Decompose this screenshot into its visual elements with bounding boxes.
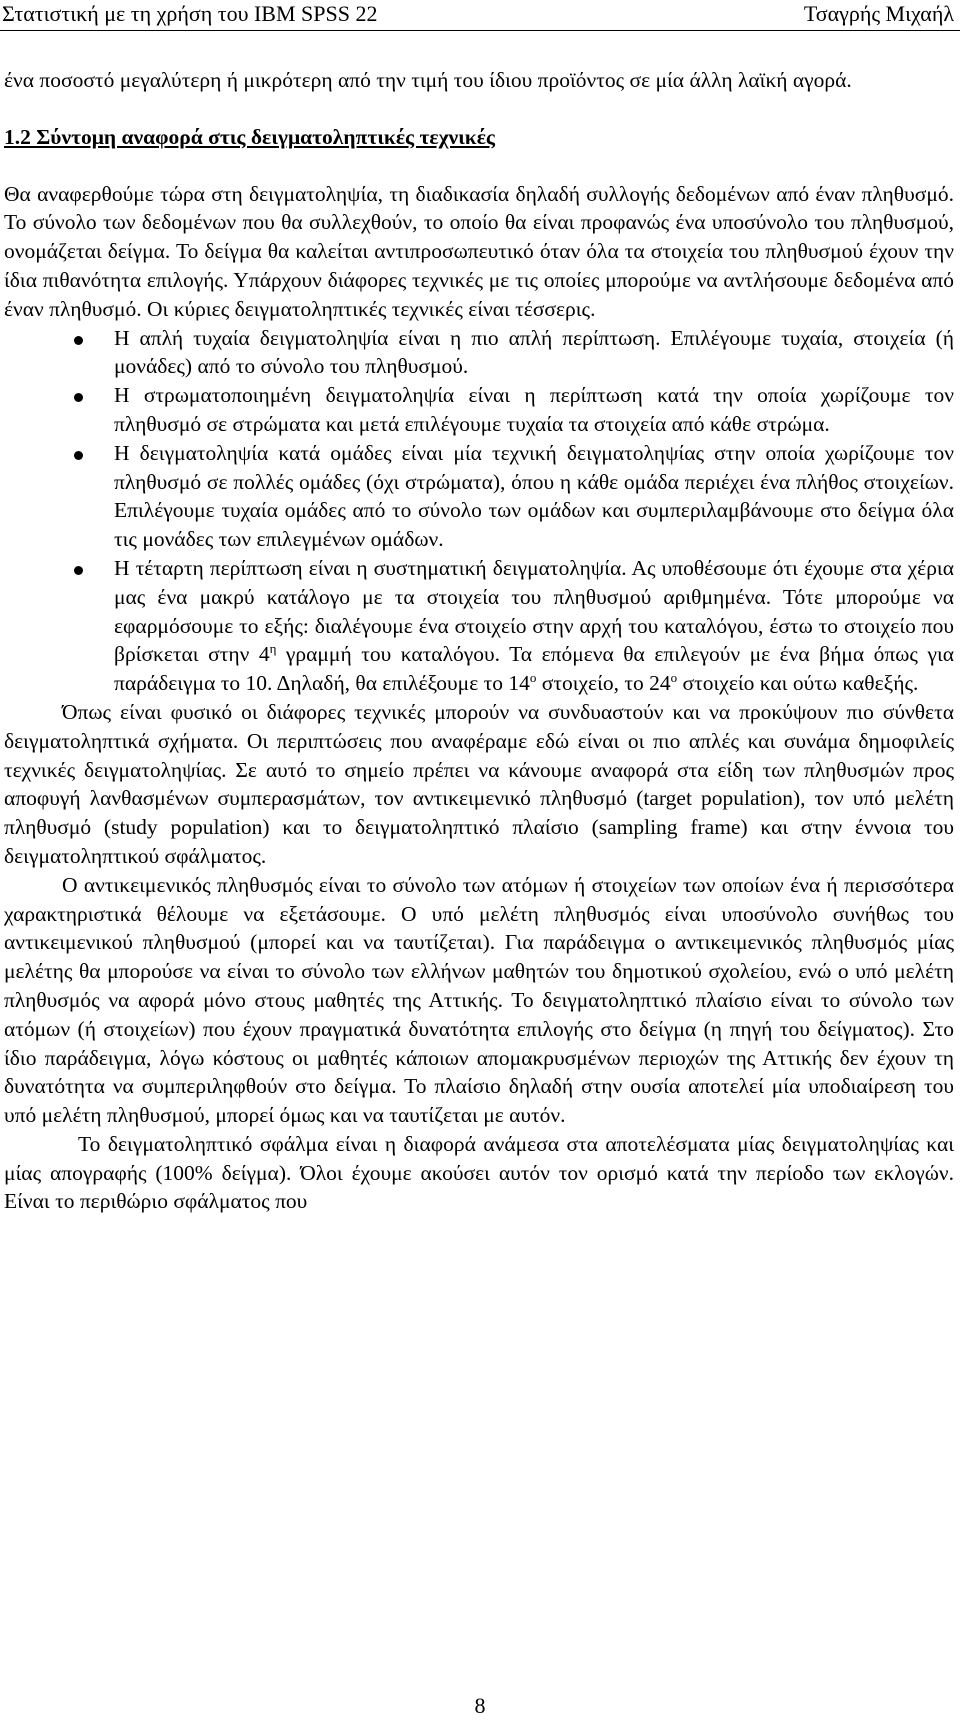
page-number: 8	[474, 1693, 486, 1718]
header-rule	[0, 30, 960, 31]
target-population-paragraph: Ο αντικειμενικός πληθυσμός είναι το σύνολο των ατόμων ή στοιχείων των οποίων ένα ή περισσότερα χαρακτηριστικά θέλουμε να εξετάσουμε. Ο υπό μελέτη πληθυσμός είναι υποσύνολο συνήθως του αντικειμενικού πληθυσμού (μπορεί και να ταυτίζεται). Για παράδειγμα ο αντικειμενικός πληθυσμός μίας μελέτης θα μπορούσε να είναι το σύνολο των ελλήνων μαθητών του δημοτικού σχολείου, ενώ ο υπό μελέτη πληθυσμός να αφορά μόνο στους μαθητές της Αττικής. Το δειγματοληπτικό πλαίσιο είναι το σύνολο των ατόμων (ή στοιχείων) που έχουν πραγματικά δυνατότητα επιλογής στο δείγμα (η πηγή του δείγματος). Στο ίδιο παράδειγμα, λόγω κόστους οι μαθητές κάποιων απομακρυσμένων περιοχών της Αττικής δεν έχουν τη δυνατότητα να συμπεριληφθούν στο δείγμα. Το πλαίσιο δηλαδή στην ουσία αποτελεί μία υποδιαίρεση του υπό μελέτη πληθυσμού, μπορεί όμως και να ταυτίζεται με αυτόν.	[4, 872, 954, 1128]
bullet-icon	[74, 451, 83, 460]
list-item-text-part3: στοιχείο, το 24	[536, 671, 671, 696]
sampling-intro-paragraph: Θα αναφερθούμε τώρα στη δειγματοληψία, τη διαδικασία δηλαδή συλλογής δεδομένων από έναν πληθυσμό. Το σύνολο των δεδομένων που θα συλλεχθούν, το οποίο θα είναι προφανώς ένα υποσύνολο του πληθυσμού, ονομάζεται δείγμα. Το δείγμα θα καλείται αντιπροσωπευτικό όταν όλα τα στοιχεία του πληθυσμού έχουν την ίδια πιθανότητα επιλογής. Υπάρχουν διάφορες τεχνικές με τις οποίες μπορούμε να αντλήσουμε δεδομένα από έναν πληθυσμό. Οι κύριες δειγματοληπτικές τεχνικές είναι τέσσερις.	[4, 181, 954, 321]
superscript: ο	[670, 669, 678, 685]
bullet-icon	[74, 336, 83, 345]
combined-techniques-paragraph: Όπως είναι φυσικό οι διάφορες τεχνικές μπορούν να συνδυαστούν και να προκύψουν πιο σύνθετα δειγματοληπτικά σχήματα. Οι περιπτώσεις που αναφέραμε εδώ είναι οι πιο απλές και συνάμα δημοφιλείς τεχνικές δειγματοληψίας. Σε αυτό το σημείο πρέπει να κάνουμε αναφορά στα είδη των πληθυσμών προς αποφυγή λανθασμένων συμπερασμάτων, τον αντικειμενικό πληθυσμό (target population), τον υπό μελέτη πληθυσμό (study population) και το δειγματοληπτικό πλαίσιο (sampling frame) και στην έννοια του δειγματοληπτικού σφάλματος.	[4, 699, 954, 868]
list-item-text-part4: στοιχείο και ούτω καθεξής.	[677, 671, 919, 696]
superscript: ο	[529, 669, 537, 685]
bullet-icon	[74, 393, 83, 402]
list-item-simple-random	[4, 324, 954, 382]
sampling-techniques-list	[4, 324, 954, 698]
sampling-error-paragraph: Το δειγματοληπτικό σφάλμα είναι η διαφορά ανάμεσα στα αποτελέσματα μίας δειγματοληψίας και μίας απογραφής (100% δείγμα). Όλοι έχουμε ακούσει αυτόν τον ορισμό κατά την περίοδο των εκλογών. Είναι το περιθώριο σφάλματος που	[4, 1131, 954, 1214]
superscript: η	[269, 641, 277, 657]
list-item-text: Η δειγματοληψία κατά ομάδες είναι μία τεχνική δειγματοληψίας στην οποία χωρίζουμε τον πληθυσμό σε πολλές ομάδες (όχι στρώματα), όπου η κάθε ομάδα περιέχει ένα πλήθος στοιχείων. Επιλέγουμε τυχαία ομάδες από το σύνολο των ομάδων και συμπεριλαμβάνουμε στο δείγμα όλα τις μονάδες των επιλεγμένων ομάδων.	[114, 440, 954, 552]
list-item-text-part1: Η τέταρτη περίπτωση είναι η συστηματική δειγματοληψία. Ας υποθέσουμε ότι έχουμε στα χέρια μας ένα μακρύ κατάλογο με τα στοιχεία του πληθυσμού αριθμημένα. Τότε μπορούμε να εφαρμόσουμε το εξής: διαλέγουμε ένα στοιχείο στην αρχή του καταλόγου, έστω το στοιχείο που βρίσκεται στην 4	[114, 555, 954, 667]
header-book-title: Στατιστική με τη χρήση του IBM SPSS 22	[2, 1, 378, 26]
list-item-text: Η στρωματοποιημένη δειγματοληψία είναι η περίπτωση κατά την οποία χωρίζουμε τον πληθυσμό σε στρώματα και μετά επιλέγουμε τυχαία τα στοιχεία από κάθε στρώμα.	[114, 383, 954, 436]
header-author: Τσαγρής Μιχαήλ	[803, 1, 954, 26]
page-body	[4, 66, 954, 1216]
section-heading: 1.2 Σύντομη αναφορά στις δειγματοληπτικές τεχνικές	[4, 124, 495, 149]
list-item-stratified	[4, 381, 954, 439]
list-item-text-part2: γραμμή του καταλόγου. Τα επόμενα θα επιλεγούν με ένα βήμα όπως για παράδειγμα το 10. Δηλαδή, θα επιλέξουμε το 14	[114, 642, 955, 696]
list-item-text: Η απλή τυχαία δειγματοληψία είναι η πιο απλή περίπτωση. Επιλέγουμε τυχαία, στοιχεία (ή μονάδες) από το σύνολο του πληθυσμού.	[114, 325, 954, 379]
list-item-systematic	[4, 554, 954, 698]
intro-paragraph: ένα ποσοστό μεγαλύτερη ή μικρότερη από την τιμή του ίδιου προϊόντος σε μία άλλη λαϊκή αγορά.	[4, 68, 852, 92]
bullet-icon	[74, 566, 83, 575]
page-header	[0, 0, 960, 30]
list-item-cluster	[4, 439, 954, 554]
